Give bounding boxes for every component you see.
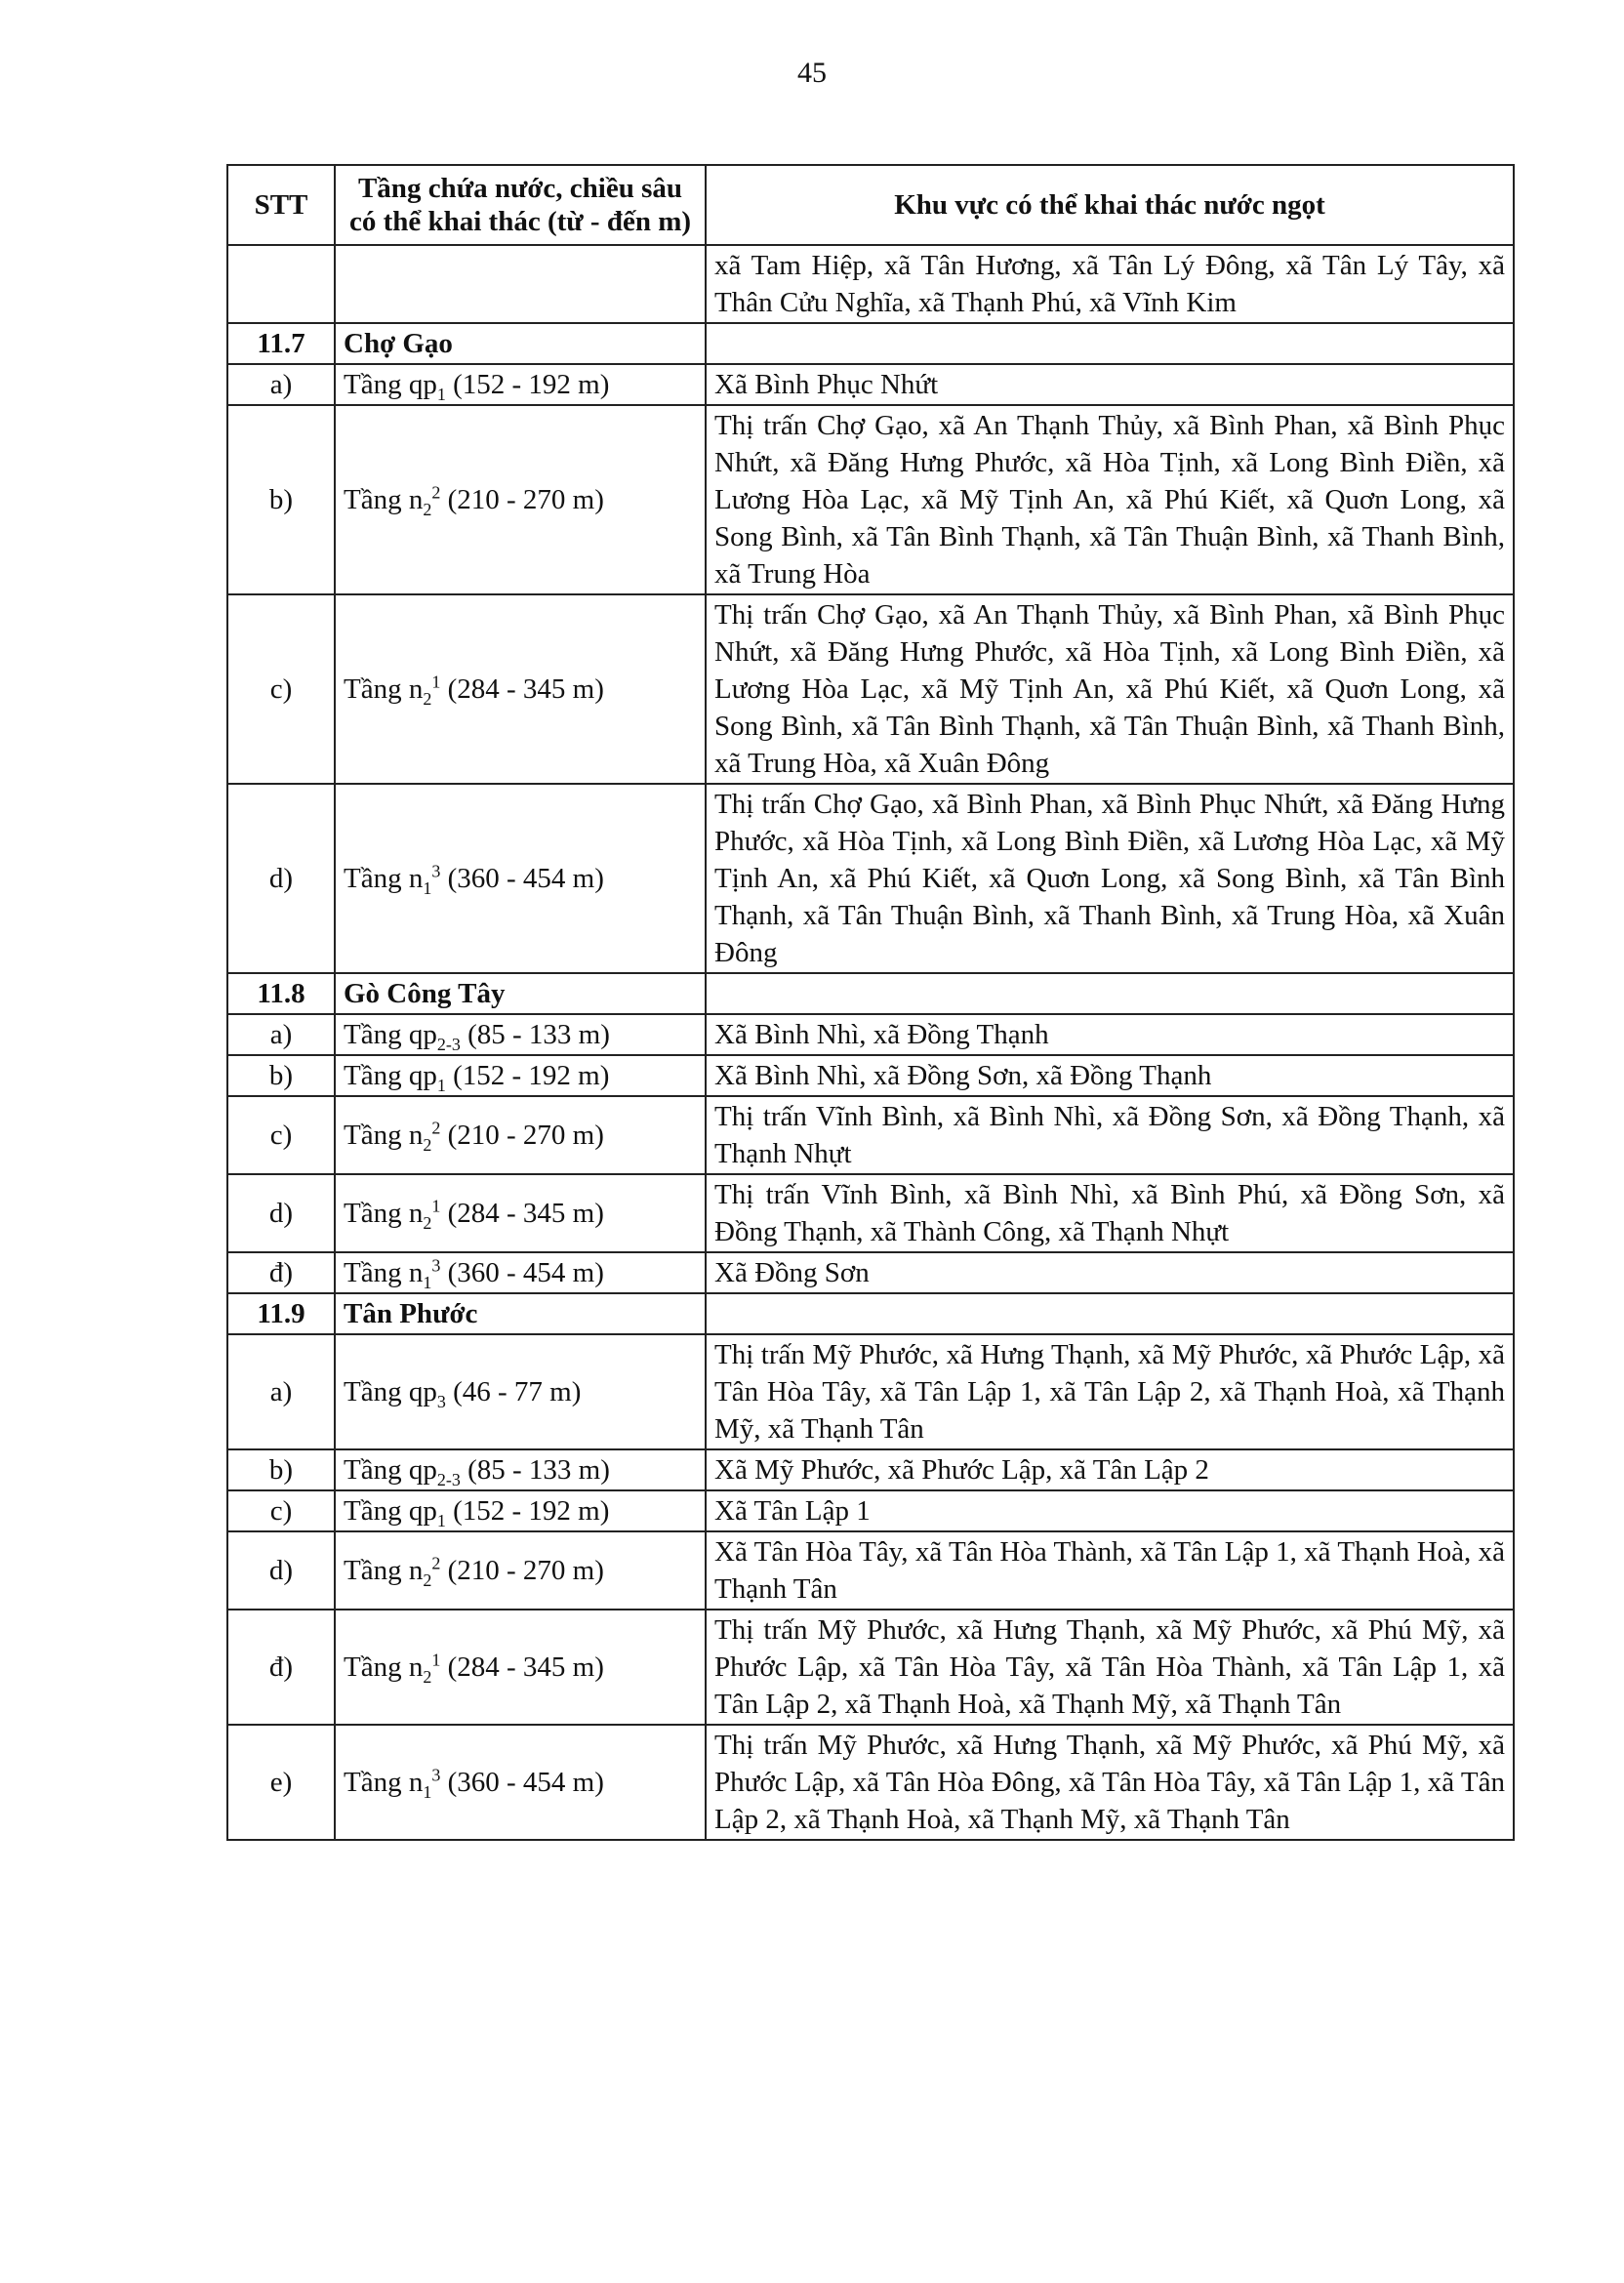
row-area: Xã Bình Nhì, xã Đồng Sơn, xã Đồng Thạnh [706, 1055, 1514, 1096]
row-area: Thị trấn Mỹ Phước, xã Hưng Thạnh, xã Mỹ Phước, xã Phú Mỹ, xã Phước Lập, xã Tân Hòa Đông, xã Tân Hòa Tây, xã Tân Lập 1, xã Tân Lập 2, xã Thạnh Hoà, xã Thạnh Mỹ, xã Thạnh Tân [706, 1725, 1514, 1840]
row-area: Xã Tân Lập 1 [706, 1490, 1514, 1531]
layer-name: Tầng n [344, 673, 424, 705]
layer-subscript: 2 [423, 1212, 432, 1233]
layer-name: Tầng n [344, 1767, 424, 1798]
layer-name: Tầng n [344, 484, 424, 515]
row-stt: đ) [227, 1610, 335, 1725]
row-layer [335, 1449, 706, 1490]
row-area: Thị trấn Chợ Gạo, xã Bình Phan, xã Bình Phục Nhứt, xã Đăng Hưng Phước, xã Hòa Tịnh, xã Long Bình Điền, xã Lương Hòa Lạc, xã Mỹ Tịnh An, xã Phú Kiết, xã Quơn Long, xã Song Bình, xã Tân Bình Thạnh, xã Tân Thuận Bình, xã Thanh Bình, xã Trung Hòa, xã Xuân Đông [706, 784, 1514, 973]
row-area: Thị trấn Vĩnh Bình, xã Bình Nhì, xã Đồng Sơn, xã Đồng Thạnh, xã Thạnh Nhựt [706, 1096, 1514, 1174]
table-row [227, 594, 1514, 784]
layer-depth: (284 - 345 m) [440, 1198, 604, 1229]
row-stt: c) [227, 1490, 335, 1531]
layer-superscript: 2 [431, 1553, 441, 1573]
layer-subscript: 2 [423, 1570, 432, 1590]
row-stt: a) [227, 1014, 335, 1055]
layer-subscript: 1 [423, 877, 432, 898]
layer-depth: (360 - 454 m) [440, 863, 604, 894]
table-header-row [227, 165, 1514, 245]
layer-superscript: 1 [431, 1196, 441, 1216]
layer-subscript: 2-3 [436, 1034, 461, 1054]
header-stt: STT [227, 165, 335, 245]
layer-depth: (46 - 77 m) [445, 1376, 582, 1407]
layer-depth: (210 - 270 m) [440, 1120, 604, 1151]
layer-name: Tầng n [344, 1198, 424, 1229]
row-stt [227, 245, 335, 323]
row-layer [335, 1055, 706, 1096]
section-number: 11.9 [227, 1293, 335, 1334]
row-layer [335, 1252, 706, 1293]
layer-depth: (152 - 192 m) [445, 369, 610, 400]
groundwater-table [226, 164, 1515, 1841]
layer-name: Tầng n [344, 1257, 424, 1288]
layer-subscript: 2-3 [436, 1469, 461, 1489]
page-number: 45 [797, 57, 827, 89]
section-name: Gò Công Tây [335, 973, 706, 1014]
layer-subscript: 1 [436, 1075, 446, 1095]
section-row [227, 973, 1514, 1014]
section-name: Tân Phước [335, 1293, 706, 1334]
row-stt: d) [227, 1531, 335, 1610]
row-area: Xã Bình Phục Nhứt [706, 364, 1514, 405]
layer-depth: (85 - 133 m) [460, 1019, 610, 1050]
layer-subscript: 1 [436, 384, 446, 404]
layer-superscript: 1 [431, 1650, 441, 1670]
layer-name: Tầng n [344, 863, 424, 894]
row-stt: d) [227, 784, 335, 973]
section-row [227, 323, 1514, 364]
table-row [227, 1055, 1514, 1096]
row-stt: đ) [227, 1252, 335, 1293]
table-row [227, 1490, 1514, 1531]
layer-superscript: 2 [431, 482, 441, 503]
layer-subscript: 1 [423, 1781, 432, 1802]
row-stt: b) [227, 1055, 335, 1096]
row-area: xã Tam Hiệp, xã Tân Hương, xã Tân Lý Đông, xã Tân Lý Tây, xã Thân Cửu Nghĩa, xã Thạnh Phú, xã Vĩnh Kim [706, 245, 1514, 323]
section-empty-cell [706, 323, 1514, 364]
row-layer [335, 1490, 706, 1531]
row-area: Thị trấn Mỹ Phước, xã Hưng Thạnh, xã Mỹ Phước, xã Phú Mỹ, xã Phước Lập, xã Tân Hòa Tây, xã Tân Hòa Thành, xã Tân Lập 1, xã Tân Lập 2, xã Thạnh Hoà, xã Thạnh Mỹ, xã Thạnh Tân [706, 1610, 1514, 1725]
layer-depth: (360 - 454 m) [440, 1767, 604, 1798]
table-row [227, 1252, 1514, 1293]
layer-depth: (152 - 192 m) [445, 1495, 610, 1527]
row-area: Xã Tân Hòa Tây, xã Tân Hòa Thành, xã Tân Lập 1, xã Thạnh Hoà, xã Thạnh Tân [706, 1531, 1514, 1610]
row-stt: b) [227, 405, 335, 594]
section-name: Chợ Gạo [335, 323, 706, 364]
layer-subscript: 2 [423, 1134, 432, 1155]
layer-name: Tầng qp [344, 1019, 437, 1050]
layer-name: Tầng qp [344, 1060, 437, 1091]
row-stt: e) [227, 1725, 335, 1840]
section-number: 11.7 [227, 323, 335, 364]
layer-depth: (284 - 345 m) [440, 673, 604, 705]
layer-name: Tầng qp [344, 1454, 437, 1486]
table-row [227, 1174, 1514, 1252]
row-layer [335, 1725, 706, 1840]
table-body [227, 245, 1514, 1840]
layer-superscript: 1 [431, 672, 441, 692]
header-layer: Tầng chứa nước, chiều sâu có thể khai thác (từ - đến m) [335, 165, 706, 245]
table-row [227, 784, 1514, 973]
row-layer [335, 594, 706, 784]
row-stt: a) [227, 364, 335, 405]
table-row [227, 245, 1514, 323]
table-row [227, 1610, 1514, 1725]
layer-subscript: 1 [423, 1272, 432, 1292]
table-row [227, 364, 1514, 405]
layer-depth: (85 - 133 m) [460, 1454, 610, 1486]
row-stt: a) [227, 1334, 335, 1449]
row-stt: c) [227, 594, 335, 784]
layer-depth: (210 - 270 m) [440, 1555, 604, 1586]
table-row [227, 1725, 1514, 1840]
row-layer [335, 1174, 706, 1252]
layer-subscript: 2 [423, 1666, 432, 1687]
table-row [227, 405, 1514, 594]
header-area: Khu vực có thể khai thác nước ngọt [706, 165, 1514, 245]
row-area: Xã Đồng Sơn [706, 1252, 1514, 1293]
layer-name: Tầng qp [344, 369, 437, 400]
row-layer [335, 1531, 706, 1610]
row-layer [335, 405, 706, 594]
layer-depth: (360 - 454 m) [440, 1257, 604, 1288]
table-row [227, 1014, 1514, 1055]
row-layer [335, 245, 706, 323]
layer-superscript: 2 [431, 1118, 441, 1138]
section-number: 11.8 [227, 973, 335, 1014]
row-layer [335, 364, 706, 405]
table-row [227, 1096, 1514, 1174]
row-area: Thị trấn Mỹ Phước, xã Hưng Thạnh, xã Mỹ Phước, xã Phước Lập, xã Tân Hòa Tây, xã Tân Lập 1, xã Tân Lập 2, xã Thạnh Hoà, xã Thạnh Mỹ, xã Thạnh Tân [706, 1334, 1514, 1449]
layer-depth: (284 - 345 m) [440, 1651, 604, 1683]
row-layer [335, 1096, 706, 1174]
row-area: Thị trấn Chợ Gạo, xã An Thạnh Thủy, xã Bình Phan, xã Bình Phục Nhứt, xã Đăng Hưng Phước, xã Hòa Tịnh, xã Long Bình Điền, xã Lương Hòa Lạc, xã Mỹ Tịnh An, xã Phú Kiết, xã Quơn Long, xã Song Bình, xã Tân Bình Thạnh, xã Tân Thuận Bình, xã Thanh Bình, xã Trung Hòa [706, 405, 1514, 594]
row-stt: b) [227, 1449, 335, 1490]
layer-subscript: 2 [423, 499, 432, 519]
layer-name: Tầng qp [344, 1376, 437, 1407]
section-row [227, 1293, 1514, 1334]
section-empty-cell [706, 1293, 1514, 1334]
row-layer [335, 1014, 706, 1055]
layer-subscript: 1 [436, 1510, 446, 1530]
row-stt: d) [227, 1174, 335, 1252]
row-layer [335, 1334, 706, 1449]
layer-name: Tầng n [344, 1120, 424, 1151]
table-row [227, 1449, 1514, 1490]
row-area: Thị trấn Chợ Gạo, xã An Thạnh Thủy, xã Bình Phan, xã Bình Phục Nhứt, xã Đăng Hưng Phước, xã Hòa Tịnh, xã Long Bình Điền, xã Lương Hòa Lạc, xã Mỹ Tịnh An, xã Phú Kiết, xã Quơn Long, xã Song Bình, xã Tân Bình Thạnh, xã Tân Thuận Bình, xã Thanh Bình, xã Trung Hòa, xã Xuân Đông [706, 594, 1514, 784]
row-layer [335, 784, 706, 973]
row-area: Thị trấn Vĩnh Bình, xã Bình Nhì, xã Bình Phú, xã Đồng Sơn, xã Đồng Thạnh, xã Thành Công, xã Thạnh Nhựt [706, 1174, 1514, 1252]
layer-subscript: 2 [423, 688, 432, 709]
layer-superscript: 3 [431, 1765, 441, 1785]
layer-depth: (152 - 192 m) [445, 1060, 610, 1091]
section-empty-cell [706, 973, 1514, 1014]
layer-name: Tầng n [344, 1555, 424, 1586]
layer-name: Tầng qp [344, 1495, 437, 1527]
layer-superscript: 3 [431, 1255, 441, 1276]
layer-name: Tầng n [344, 1651, 424, 1683]
table-row [227, 1334, 1514, 1449]
row-area: Xã Bình Nhì, xã Đồng Thạnh [706, 1014, 1514, 1055]
row-layer [335, 1610, 706, 1725]
layer-depth: (210 - 270 m) [440, 484, 604, 515]
row-stt: c) [227, 1096, 335, 1174]
table-row [227, 1531, 1514, 1610]
row-area: Xã Mỹ Phước, xã Phước Lập, xã Tân Lập 2 [706, 1449, 1514, 1490]
layer-subscript: 3 [436, 1391, 446, 1411]
layer-superscript: 3 [431, 861, 441, 881]
